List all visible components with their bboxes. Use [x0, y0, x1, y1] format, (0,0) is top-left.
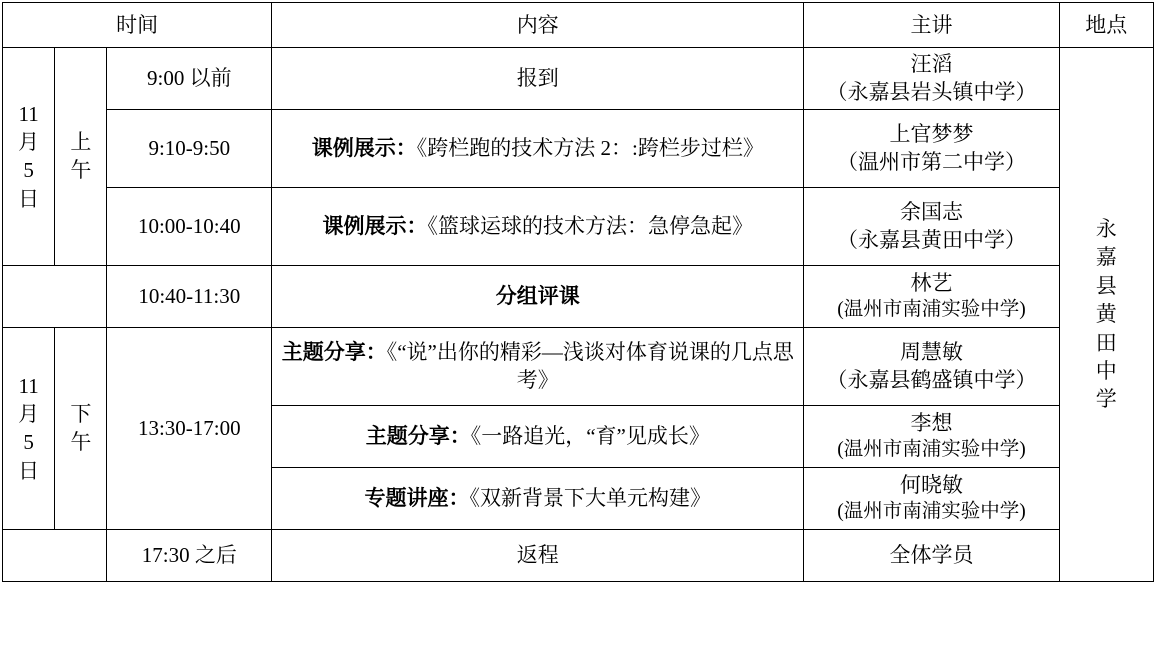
speaker-cell: 上官梦梦 （温州市第二中学）	[804, 109, 1059, 187]
speaker-cell: 汪滔 （永嘉县岩头镇中学）	[804, 48, 1059, 110]
header-content: 内容	[272, 3, 804, 48]
schedule-table	[2, 2, 1154, 582]
table-row	[3, 529, 1154, 581]
content-cell: 分组评课	[272, 265, 804, 327]
table-row	[3, 187, 1154, 265]
time-cell: 13:30-17:00	[107, 327, 272, 529]
header-place: 地点	[1059, 3, 1153, 48]
speaker-cell: 全体学员	[804, 529, 1059, 581]
date-cell-morning: 11 月 5 日	[3, 48, 55, 266]
content-cell: 课例展示：《篮球运球的技术方法：急停急起》	[272, 187, 804, 265]
half-day-cell-morning: 上 午	[55, 48, 107, 266]
table-row	[3, 265, 1154, 327]
date-cell-afternoon: 11 月 5 日	[3, 327, 55, 529]
speaker-cell: 余国志 （永嘉县黄田中学）	[804, 187, 1059, 265]
empty-cell	[3, 265, 107, 327]
speaker-cell: 李想 (温州市南浦实验中学)	[804, 405, 1059, 467]
half-day-cell-afternoon: 下 午	[55, 327, 107, 529]
table-row	[3, 48, 1154, 110]
place-cell: 永 嘉 县 黄 田 中 学	[1059, 48, 1153, 582]
content-cell: 主题分享：《一路追光，“育”见成长》	[272, 405, 804, 467]
content-cell: 主题分享：《“说”出你的精彩—浅谈对体育说课的几点思考》	[272, 327, 804, 405]
time-cell: 17:30 之后	[107, 529, 272, 581]
time-cell: 10:00-10:40	[107, 187, 272, 265]
content-cell: 返程	[272, 529, 804, 581]
speaker-cell: 周慧敏 （永嘉县鹤盛镇中学）	[804, 327, 1059, 405]
table-row	[3, 109, 1154, 187]
time-cell: 10:40-11:30	[107, 265, 272, 327]
header-speaker: 主讲	[804, 3, 1059, 48]
table-header-row	[3, 3, 1154, 48]
schedule-document	[0, 2, 1156, 654]
speaker-cell: 林艺 (温州市南浦实验中学)	[804, 265, 1059, 327]
empty-cell	[3, 529, 107, 581]
content-cell: 报到	[272, 48, 804, 110]
speaker-cell: 何晓敏 (温州市南浦实验中学)	[804, 467, 1059, 529]
time-cell: 9:10-9:50	[107, 109, 272, 187]
header-time: 时间	[3, 3, 272, 48]
table-row	[3, 327, 1154, 405]
content-cell: 课例展示：《跨栏跑的技术方法 2：:跨栏步过栏》	[272, 109, 804, 187]
content-cell: 专题讲座：《双新背景下大单元构建》	[272, 467, 804, 529]
time-cell: 9:00 以前	[107, 48, 272, 110]
